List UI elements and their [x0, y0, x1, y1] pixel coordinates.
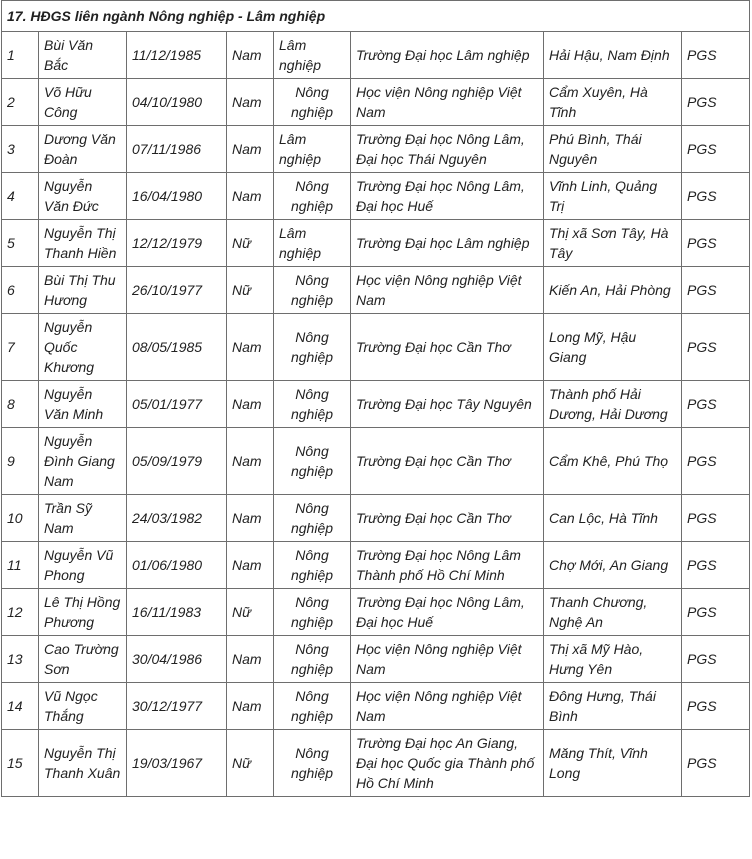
organization: Trường Đại học Cần Thơ	[351, 495, 544, 542]
table-row	[2, 381, 750, 428]
date-of-birth: 05/01/1977	[127, 381, 227, 428]
gender: Nữ	[227, 220, 274, 267]
field: Nông nghiệp	[274, 314, 351, 381]
table-row	[2, 267, 750, 314]
field: Lâm nghiệp	[274, 220, 351, 267]
candidate-name: Bùi Văn Bắc	[39, 32, 127, 79]
academic-title: PGS	[682, 636, 750, 683]
academic-title: PGS	[682, 126, 750, 173]
organization: Học viện Nông nghiệp Việt Nam	[351, 683, 544, 730]
academic-title: PGS	[682, 79, 750, 126]
candidate-name: Nguyễn Vũ Phong	[39, 542, 127, 589]
gender: Nam	[227, 32, 274, 79]
academic-title: PGS	[682, 730, 750, 797]
field: Nông nghiệp	[274, 381, 351, 428]
hometown: Phú Bình, Thái Nguyên	[544, 126, 682, 173]
table-row	[2, 636, 750, 683]
candidate-name: Nguyễn Thị Thanh Hiền	[39, 220, 127, 267]
hometown: Long Mỹ, Hậu Giang	[544, 314, 682, 381]
organization: Trường Đại học Cần Thơ	[351, 314, 544, 381]
organization: Trường Đại học Nông Lâm Thành phố Hồ Chí Minh	[351, 542, 544, 589]
academic-title: PGS	[682, 381, 750, 428]
row-number: 8	[2, 381, 39, 428]
academic-title: PGS	[682, 589, 750, 636]
gender: Nữ	[227, 589, 274, 636]
row-number: 1	[2, 32, 39, 79]
date-of-birth: 26/10/1977	[127, 267, 227, 314]
candidate-name: Bùi Thị Thu Hương	[39, 267, 127, 314]
row-number: 13	[2, 636, 39, 683]
gender: Nữ	[227, 267, 274, 314]
date-of-birth: 04/10/1980	[127, 79, 227, 126]
gender: Nam	[227, 542, 274, 589]
organization: Trường Đại học Nông Lâm, Đại học Thái Nguyên	[351, 126, 544, 173]
organization: Học viện Nông nghiệp Việt Nam	[351, 267, 544, 314]
date-of-birth: 08/05/1985	[127, 314, 227, 381]
candidate-name: Trần Sỹ Nam	[39, 495, 127, 542]
date-of-birth: 12/12/1979	[127, 220, 227, 267]
gender: Nam	[227, 173, 274, 220]
hometown: Chợ Mới, An Giang	[544, 542, 682, 589]
candidate-name: Cao Trường Sơn	[39, 636, 127, 683]
gender: Nam	[227, 79, 274, 126]
hometown: Thanh Chương, Nghệ An	[544, 589, 682, 636]
hometown: Can Lộc, Hà Tĩnh	[544, 495, 682, 542]
field: Nông nghiệp	[274, 173, 351, 220]
row-number: 10	[2, 495, 39, 542]
table-row	[2, 79, 750, 126]
table-row	[2, 314, 750, 381]
date-of-birth: 24/03/1982	[127, 495, 227, 542]
row-number: 9	[2, 428, 39, 495]
gender: Nam	[227, 636, 274, 683]
table-row	[2, 683, 750, 730]
gender: Nam	[227, 126, 274, 173]
date-of-birth: 05/09/1979	[127, 428, 227, 495]
academic-title: PGS	[682, 173, 750, 220]
table-row	[2, 126, 750, 173]
candidate-name: Nguyễn Văn Đức	[39, 173, 127, 220]
row-number: 15	[2, 730, 39, 797]
table-row	[2, 428, 750, 495]
gender: Nữ	[227, 730, 274, 797]
row-number: 14	[2, 683, 39, 730]
organization: Trường Đại học Tây Nguyên	[351, 381, 544, 428]
hometown: Thành phố Hải Dương, Hải Dương	[544, 381, 682, 428]
date-of-birth: 11/12/1985	[127, 32, 227, 79]
organization: Trường Đại học Cần Thơ	[351, 428, 544, 495]
academic-title: PGS	[682, 220, 750, 267]
hometown: Cẩm Khê, Phú Thọ	[544, 428, 682, 495]
gender: Nam	[227, 381, 274, 428]
gender: Nam	[227, 314, 274, 381]
hometown: Hải Hậu, Nam Định	[544, 32, 682, 79]
organization: Học viện Nông nghiệp Việt Nam	[351, 636, 544, 683]
field: Lâm nghiệp	[274, 126, 351, 173]
council-title: 17. HĐGS liên ngành Nông nghiệp - Lâm nghiệp	[2, 1, 750, 32]
row-number: 6	[2, 267, 39, 314]
row-number: 7	[2, 314, 39, 381]
table-row	[2, 32, 750, 79]
academic-title: PGS	[682, 495, 750, 542]
hometown: Đông Hưng, Thái Bình	[544, 683, 682, 730]
table-row	[2, 589, 750, 636]
organization: Trường Đại học Lâm nghiệp	[351, 220, 544, 267]
academic-title: PGS	[682, 314, 750, 381]
table-row	[2, 495, 750, 542]
field: Nông nghiệp	[274, 542, 351, 589]
academic-title: PGS	[682, 267, 750, 314]
table-row	[2, 220, 750, 267]
hometown: Kiến An, Hải Phòng	[544, 267, 682, 314]
date-of-birth: 30/12/1977	[127, 683, 227, 730]
candidate-name: Dương Văn Đoàn	[39, 126, 127, 173]
organization: Trường Đại học Nông Lâm, Đại học Huế	[351, 589, 544, 636]
date-of-birth: 16/11/1983	[127, 589, 227, 636]
field: Nông nghiệp	[274, 428, 351, 495]
organization: Trường Đại học Nông Lâm, Đại học Huế	[351, 173, 544, 220]
gender: Nam	[227, 428, 274, 495]
candidate-name: Lê Thị Hồng Phương	[39, 589, 127, 636]
organization: Trường Đại học Lâm nghiệp	[351, 32, 544, 79]
hometown: Thị xã Mỹ Hào, Hưng Yên	[544, 636, 682, 683]
organization: Trường Đại học An Giang, Đại học Quốc gia Thành phố Hồ Chí Minh	[351, 730, 544, 797]
field: Nông nghiệp	[274, 730, 351, 797]
academic-title: PGS	[682, 683, 750, 730]
table-row	[2, 173, 750, 220]
organization: Học viện Nông nghiệp Việt Nam	[351, 79, 544, 126]
candidate-name: Nguyễn Đình Giang Nam	[39, 428, 127, 495]
gender: Nam	[227, 495, 274, 542]
row-number: 4	[2, 173, 39, 220]
candidate-name: Vũ Ngọc Thắng	[39, 683, 127, 730]
field: Nông nghiệp	[274, 267, 351, 314]
candidate-name: Nguyễn Văn Minh	[39, 381, 127, 428]
hometown: Cẩm Xuyên, Hà Tĩnh	[544, 79, 682, 126]
field: Nông nghiệp	[274, 495, 351, 542]
row-number: 12	[2, 589, 39, 636]
date-of-birth: 01/06/1980	[127, 542, 227, 589]
row-number: 11	[2, 542, 39, 589]
row-number: 5	[2, 220, 39, 267]
candidate-name: Nguyễn Thị Thanh Xuân	[39, 730, 127, 797]
gender: Nam	[227, 683, 274, 730]
date-of-birth: 30/04/1986	[127, 636, 227, 683]
field: Nông nghiệp	[274, 683, 351, 730]
council-title-row	[2, 1, 750, 32]
academic-title: PGS	[682, 32, 750, 79]
date-of-birth: 19/03/1967	[127, 730, 227, 797]
field: Nông nghiệp	[274, 589, 351, 636]
candidate-table	[1, 0, 750, 797]
academic-title: PGS	[682, 542, 750, 589]
hometown: Thị xã Sơn Tây, Hà Tây	[544, 220, 682, 267]
candidate-name: Võ Hữu Công	[39, 79, 127, 126]
academic-title: PGS	[682, 428, 750, 495]
table-row	[2, 542, 750, 589]
row-number: 3	[2, 126, 39, 173]
hometown: Vĩnh Linh, Quảng Trị	[544, 173, 682, 220]
candidate-name: Nguyễn Quốc Khương	[39, 314, 127, 381]
date-of-birth: 16/04/1980	[127, 173, 227, 220]
hometown: Măng Thít, Vĩnh Long	[544, 730, 682, 797]
field: Lâm nghiệp	[274, 32, 351, 79]
table-row	[2, 730, 750, 797]
date-of-birth: 07/11/1986	[127, 126, 227, 173]
row-number: 2	[2, 79, 39, 126]
field: Nông nghiệp	[274, 79, 351, 126]
field: Nông nghiệp	[274, 636, 351, 683]
